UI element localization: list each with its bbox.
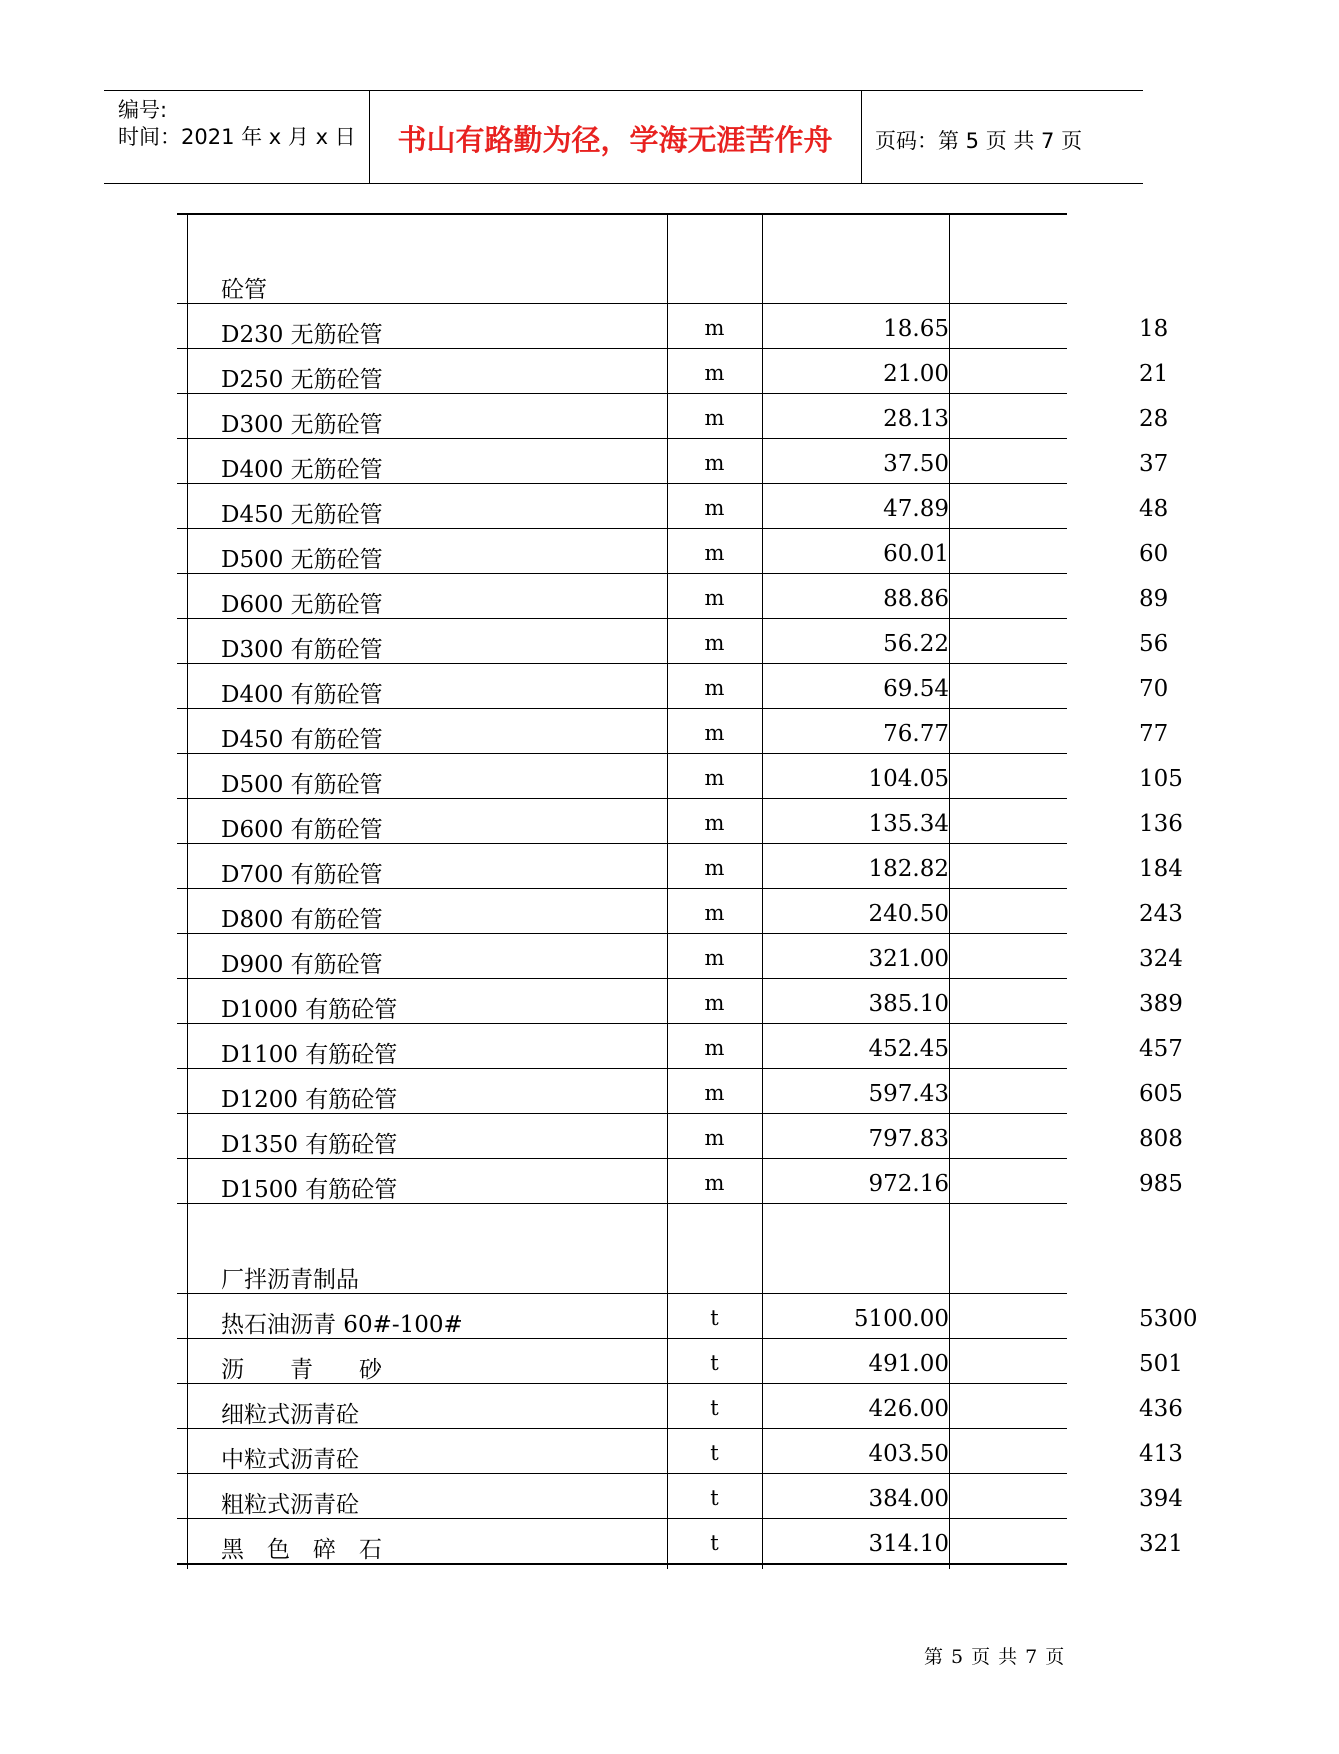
price-cell: 135.34 [868, 811, 949, 837]
price-next-cell: 77 [1139, 721, 1169, 747]
table-row-rule [177, 798, 1067, 799]
price-cell: 491.00 [868, 1351, 949, 1377]
price-cell: 426.00 [868, 1396, 949, 1422]
price-next-cell: 394 [1139, 1486, 1183, 1512]
item-name-cell: D300 有筋砼管 [221, 637, 383, 663]
item-name-cell: D230 无筋砼管 [221, 322, 383, 348]
price-next-cell: 243 [1139, 901, 1183, 927]
item-name-cell: D1100 有筋砼管 [221, 1042, 398, 1068]
table-row-rule [177, 393, 1067, 394]
footer-total-pages: 7 [1025, 1646, 1038, 1668]
item-name-cell: 热石油沥青 60#-100# [221, 1312, 463, 1338]
table-row [187, 483, 1169, 528]
table-row-rule [177, 483, 1067, 484]
item-name-cell: D900 有筋砼管 [221, 952, 383, 978]
header-page-number: 页码：第 5 页 共 7 页 [875, 129, 1083, 153]
price-next-cell: 324 [1139, 946, 1183, 972]
price-next-cell: 37 [1139, 451, 1169, 477]
table-row-rule [177, 1293, 1067, 1294]
price-next-cell: 18 [1139, 316, 1169, 342]
item-name-cell: 中粒式沥青砼 [221, 1447, 359, 1473]
table-category-row [187, 1203, 1063, 1293]
price-cell: 321.00 [868, 946, 949, 972]
footer-page-number: 5 [951, 1646, 964, 1668]
table-row-rule [177, 1158, 1067, 1159]
price-cell: 76.77 [883, 721, 949, 747]
table-row [187, 888, 1183, 933]
price-cell: 60.01 [883, 541, 949, 567]
price-next-cell: 105 [1139, 766, 1183, 792]
table-row [187, 1293, 1198, 1338]
table-row-rule [177, 1338, 1067, 1339]
item-name-cell: D450 有筋砼管 [221, 727, 383, 753]
table-row [187, 348, 1169, 393]
footer-text: 共 [998, 1646, 1018, 1668]
unit-cell: m [704, 1171, 725, 1195]
table-row-rule [177, 573, 1067, 574]
table-row-rule [177, 1113, 1067, 1114]
price-cell: 597.43 [868, 1081, 949, 1107]
unit-cell: m [704, 496, 725, 520]
table-row [187, 1473, 1183, 1518]
price-cell: 88.86 [883, 586, 949, 612]
price-next-cell: 605 [1139, 1081, 1183, 1107]
table-row-rule [177, 1023, 1067, 1024]
price-next-cell: 808 [1139, 1126, 1183, 1152]
unit-cell: m [704, 541, 725, 565]
page-footer [920, 1642, 1068, 1669]
unit-cell: t [710, 1396, 719, 1420]
price-cell: 314.10 [868, 1531, 949, 1557]
table-row [187, 1518, 1183, 1563]
price-next-cell: 28 [1139, 406, 1169, 432]
table-row [187, 708, 1169, 753]
price-next-cell: 501 [1139, 1351, 1183, 1377]
table-row [187, 933, 1183, 978]
price-cell: 69.54 [883, 676, 949, 702]
unit-cell: m [704, 721, 725, 745]
price-cell: 182.82 [868, 856, 949, 882]
item-name-cell: D400 有筋砼管 [221, 682, 383, 708]
item-name-cell: 沥 青 砂 [221, 1357, 382, 1383]
item-name-cell: D600 无筋砼管 [221, 592, 383, 618]
unit-cell: m [704, 1081, 725, 1105]
item-name-cell: 砼管 [221, 277, 267, 303]
unit-cell: m [704, 1036, 725, 1060]
price-next-cell: 321 [1139, 1531, 1183, 1557]
price-cell: 21.00 [883, 361, 949, 387]
price-cell: 104.05 [868, 766, 949, 792]
unit-cell: m [704, 631, 725, 655]
item-name-cell: D500 无筋砼管 [221, 547, 383, 573]
item-name-cell: 黑 色 碎 石 [221, 1537, 382, 1563]
header-top-rule [104, 90, 1143, 91]
item-name-cell: D400 无筋砼管 [221, 457, 383, 483]
table-row-rule [177, 618, 1067, 619]
unit-cell: m [704, 451, 725, 475]
unit-cell: m [704, 676, 725, 700]
price-cell: 47.89 [883, 496, 949, 522]
item-name-cell: D600 有筋砼管 [221, 817, 383, 843]
price-next-cell: 985 [1139, 1171, 1183, 1197]
table-row [187, 303, 1169, 348]
price-cell: 385.10 [868, 991, 949, 1017]
unit-cell: m [704, 1126, 725, 1150]
price-next-cell: 48 [1139, 496, 1169, 522]
unit-cell: m [704, 946, 725, 970]
table-row-rule [177, 1428, 1067, 1429]
item-name-cell: D300 无筋砼管 [221, 412, 383, 438]
footer-text: 页 [1045, 1646, 1065, 1668]
unit-cell: m [704, 586, 725, 610]
price-table [187, 213, 1198, 1569]
table-row-rule [177, 303, 1067, 304]
price-cell: 18.65 [883, 316, 949, 342]
table-row-rule [177, 978, 1067, 979]
table-category-row [187, 213, 1063, 303]
item-name-cell: 粗粒式沥青砼 [221, 1492, 359, 1518]
unit-cell: m [704, 406, 725, 430]
table-row-rule [177, 1383, 1067, 1384]
price-next-cell: 56 [1139, 631, 1169, 657]
serial-number-label: 编号: [118, 98, 168, 122]
price-cell: 972.16 [868, 1171, 949, 1197]
unit-cell: t [710, 1351, 719, 1375]
table-row [187, 1023, 1183, 1068]
table-col-rule [667, 213, 668, 1569]
table-row [187, 798, 1183, 843]
header-bottom-rule [104, 183, 1143, 184]
table-row [187, 1068, 1183, 1113]
header-divider-right [861, 90, 862, 184]
price-cell: 403.50 [868, 1441, 949, 1467]
table-row [187, 573, 1169, 618]
price-cell: 56.22 [883, 631, 949, 657]
table-row [187, 1383, 1183, 1428]
table-row [187, 663, 1169, 708]
unit-cell: t [710, 1441, 719, 1465]
price-cell: 240.50 [868, 901, 949, 927]
unit-cell: t [710, 1306, 719, 1330]
item-name-cell: D1000 有筋砼管 [221, 997, 398, 1023]
table-row [187, 843, 1183, 888]
unit-cell: m [704, 901, 725, 925]
table-row [187, 528, 1169, 573]
table-row-rule [177, 1563, 1067, 1565]
table-row-rule [177, 1518, 1067, 1519]
item-name-cell: D800 有筋砼管 [221, 907, 383, 933]
price-cell: 797.83 [868, 1126, 949, 1152]
price-next-cell: 60 [1139, 541, 1169, 567]
price-cell: 452.45 [868, 1036, 949, 1062]
table-row [187, 1428, 1183, 1473]
item-name-cell: 细粒式沥青砼 [221, 1402, 359, 1428]
table-row-rule [177, 348, 1067, 349]
item-name-cell: D450 无筋砼管 [221, 502, 383, 528]
table-row [187, 438, 1169, 483]
table-row [187, 1113, 1183, 1158]
price-next-cell: 70 [1139, 676, 1169, 702]
item-name-cell: D700 有筋砼管 [221, 862, 383, 888]
table-row-rule [177, 438, 1067, 439]
unit-cell: t [710, 1531, 719, 1555]
price-next-cell: 184 [1139, 856, 1183, 882]
price-cell: 37.50 [883, 451, 949, 477]
table-row [187, 1158, 1183, 1203]
unit-cell: m [704, 991, 725, 1015]
table-row-rule [177, 213, 1067, 215]
price-cell: 384.00 [868, 1486, 949, 1512]
table-row [187, 393, 1169, 438]
table-row-rule [177, 708, 1067, 709]
table-row-rule [177, 1473, 1067, 1474]
unit-cell: m [704, 361, 725, 385]
unit-cell: m [704, 766, 725, 790]
footer-text: 第 [924, 1646, 944, 1668]
price-next-cell: 89 [1139, 586, 1169, 612]
item-name-cell: D1200 有筋砼管 [221, 1087, 398, 1113]
table-row [187, 618, 1169, 663]
price-next-cell: 389 [1139, 991, 1183, 1017]
price-next-cell: 436 [1139, 1396, 1183, 1422]
table-row [187, 978, 1183, 1023]
table-row-rule [177, 933, 1067, 934]
item-name-cell: D250 无筋砼管 [221, 367, 383, 393]
table-row-rule [177, 843, 1067, 844]
table-row-rule [177, 1203, 1067, 1204]
table-row [187, 753, 1183, 798]
price-next-cell: 413 [1139, 1441, 1183, 1467]
item-name-cell: D1350 有筋砼管 [221, 1132, 398, 1158]
table-row-rule [177, 1068, 1067, 1069]
unit-cell: m [704, 316, 725, 340]
table-row-rule [177, 753, 1067, 754]
table-row-rule [177, 888, 1067, 889]
footer-text: 页 [971, 1646, 991, 1668]
item-name-cell: 厂拌沥青制品 [221, 1267, 359, 1293]
unit-cell: t [710, 1486, 719, 1510]
table-row [187, 1338, 1183, 1383]
table-row-rule [177, 528, 1067, 529]
item-name-cell: D500 有筋砼管 [221, 772, 383, 798]
unit-cell: m [704, 811, 725, 835]
price-cell: 5100.00 [853, 1306, 949, 1332]
table-left-rule [187, 213, 188, 1569]
table-row-rule [177, 663, 1067, 664]
price-next-cell: 136 [1139, 811, 1183, 837]
header-motto: 书山有路勤为径，学海无涯苦作舟 [397, 123, 833, 157]
price-next-cell: 457 [1139, 1036, 1183, 1062]
table-col-rule [762, 213, 763, 1569]
unit-cell: m [704, 856, 725, 880]
price-next-cell: 5300 [1139, 1306, 1198, 1332]
price-cell: 28.13 [883, 406, 949, 432]
price-next-cell: 21 [1139, 361, 1169, 387]
item-name-cell: D1500 有筋砼管 [221, 1177, 398, 1203]
table-col-rule [949, 213, 950, 1569]
date-label: 时间：2021 年 x 月 x 日 [118, 125, 356, 149]
